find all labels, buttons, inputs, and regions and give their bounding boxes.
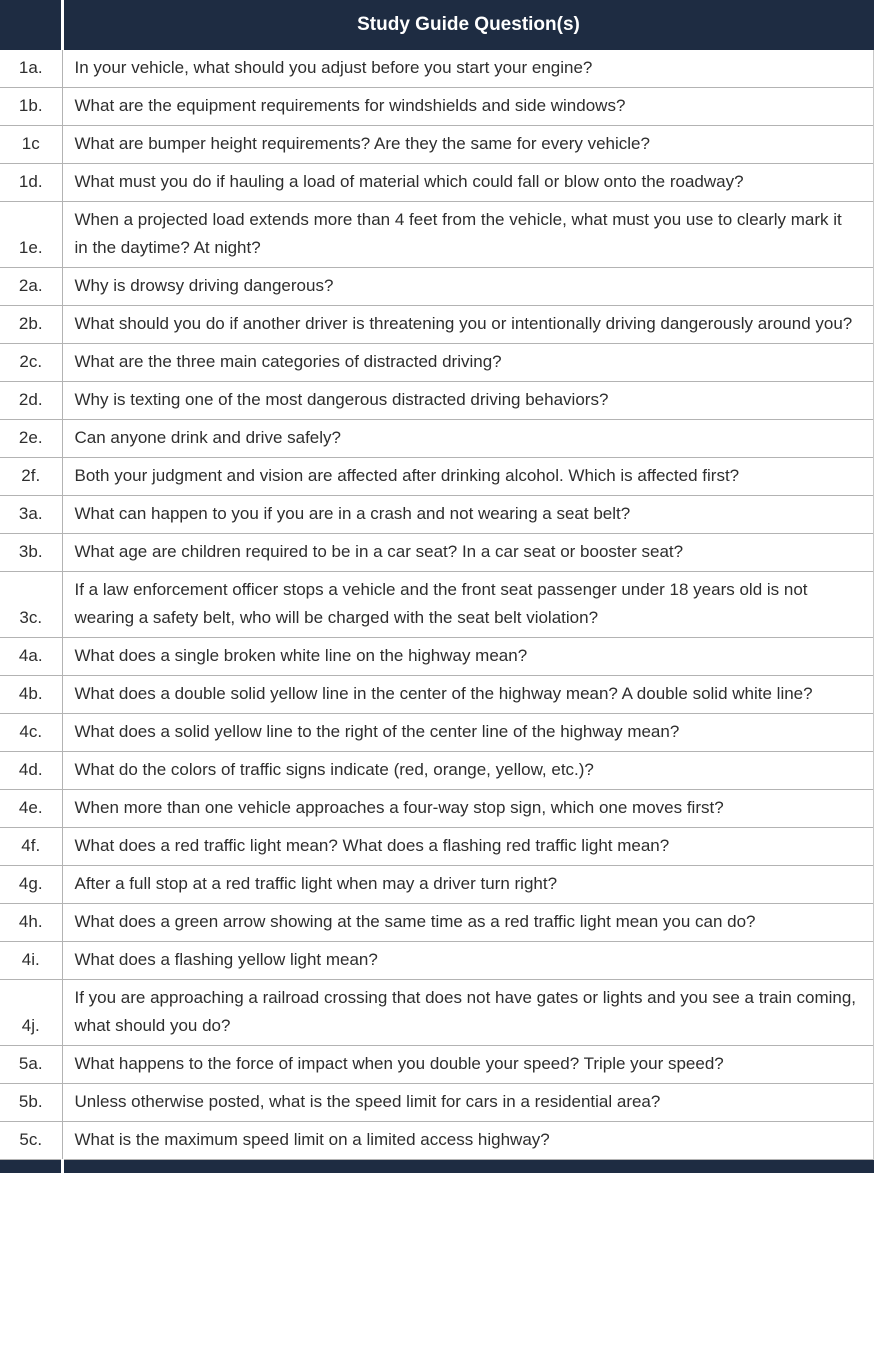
question-number: 4g. [0, 866, 62, 904]
question-number: 2b. [0, 306, 62, 344]
question-text: Can anyone drink and drive safely? [62, 420, 874, 458]
question-number: 3b. [0, 534, 62, 572]
table-row [0, 88, 874, 126]
question-number: 1a. [0, 50, 62, 88]
question-number: 1d. [0, 164, 62, 202]
table-row [0, 268, 874, 306]
question-number: 4h. [0, 904, 62, 942]
question-text: Both your judgment and vision are affected after drinking alcohol. Which is affected first? [62, 458, 874, 496]
question-text: In your vehicle, what should you adjust before you start your engine? [62, 50, 874, 88]
table-row [0, 496, 874, 534]
footer-bar [0, 1160, 874, 1174]
header-number-cell [0, 0, 62, 50]
question-text: What does a green arrow showing at the same time as a red traffic light mean you can do? [62, 904, 874, 942]
table-row [0, 1046, 874, 1084]
question-text: What are the equipment requirements for windshields and side windows? [62, 88, 874, 126]
table-row [0, 714, 874, 752]
table-row [0, 942, 874, 980]
question-number: 2e. [0, 420, 62, 458]
question-number: 2f. [0, 458, 62, 496]
table-row [0, 344, 874, 382]
question-text: When more than one vehicle approaches a four-way stop sign, which one moves first? [62, 790, 874, 828]
question-text: What happens to the force of impact when you double your speed? Triple your speed? [62, 1046, 874, 1084]
question-number: 2d. [0, 382, 62, 420]
table-row [0, 980, 874, 1046]
table-row [0, 1084, 874, 1122]
question-number: 4d. [0, 752, 62, 790]
question-text: If a law enforcement officer stops a vehicle and the front seat passenger under 18 years old is not wearing a safety belt, who will be charged with the seat belt violation? [62, 572, 874, 638]
table-row [0, 306, 874, 344]
header-title: Study Guide Question(s) [62, 0, 874, 50]
question-text: Unless otherwise posted, what is the speed limit for cars in a residential area? [62, 1084, 874, 1122]
table-body [0, 50, 874, 1160]
question-number: 3c. [0, 572, 62, 638]
table-row [0, 420, 874, 458]
question-number: 1b. [0, 88, 62, 126]
question-number: 1c [0, 126, 62, 164]
table-row [0, 164, 874, 202]
question-number: 4i. [0, 942, 62, 980]
question-text: What can happen to you if you are in a crash and not wearing a seat belt? [62, 496, 874, 534]
question-number: 4c. [0, 714, 62, 752]
question-number: 5b. [0, 1084, 62, 1122]
question-number: 1e. [0, 202, 62, 268]
question-text: When a projected load extends more than 4 feet from the vehicle, what must you use to clearly mark it in the daytime? At night? [62, 202, 874, 268]
question-number: 3a. [0, 496, 62, 534]
question-text: What should you do if another driver is threatening you or intentionally driving dangerously around you? [62, 306, 874, 344]
table-row [0, 638, 874, 676]
table-row [0, 202, 874, 268]
question-number: 5a. [0, 1046, 62, 1084]
question-text: What does a red traffic light mean? What does a flashing red traffic light mean? [62, 828, 874, 866]
question-number: 4j. [0, 980, 62, 1046]
table-row [0, 126, 874, 164]
table-row [0, 382, 874, 420]
table-row [0, 752, 874, 790]
question-text: If you are approaching a railroad crossing that does not have gates or lights and you see a train coming, what should you do? [62, 980, 874, 1046]
table-row [0, 50, 874, 88]
table-footer [0, 1160, 874, 1174]
table-row [0, 866, 874, 904]
table-row [0, 572, 874, 638]
table-row [0, 1122, 874, 1160]
table-row [0, 828, 874, 866]
question-text: Why is texting one of the most dangerous distracted driving behaviors? [62, 382, 874, 420]
question-text: What are bumper height requirements? Are they the same for every vehicle? [62, 126, 874, 164]
table-row [0, 534, 874, 572]
question-number: 5c. [0, 1122, 62, 1160]
question-text: What does a single broken white line on the highway mean? [62, 638, 874, 676]
question-number: 2c. [0, 344, 62, 382]
question-number: 2a. [0, 268, 62, 306]
question-text: What does a solid yellow line to the right of the center line of the highway mean? [62, 714, 874, 752]
table-header [0, 0, 874, 50]
footer-question-cell [62, 1160, 874, 1174]
question-number: 4f. [0, 828, 62, 866]
question-number: 4a. [0, 638, 62, 676]
question-text: What does a flashing yellow light mean? [62, 942, 874, 980]
question-number: 4b. [0, 676, 62, 714]
question-text: What are the three main categories of distracted driving? [62, 344, 874, 382]
question-text: What is the maximum speed limit on a limited access highway? [62, 1122, 874, 1160]
question-text: What does a double solid yellow line in the center of the highway mean? A double solid white line? [62, 676, 874, 714]
question-text: What age are children required to be in a car seat? In a car seat or booster seat? [62, 534, 874, 572]
question-text: After a full stop at a red traffic light when may a driver turn right? [62, 866, 874, 904]
question-text: What do the colors of traffic signs indicate (red, orange, yellow, etc.)? [62, 752, 874, 790]
table-row [0, 790, 874, 828]
question-text: Why is drowsy driving dangerous? [62, 268, 874, 306]
table-row [0, 458, 874, 496]
footer-number-cell [0, 1160, 62, 1174]
question-text: What must you do if hauling a load of material which could fall or blow onto the roadway? [62, 164, 874, 202]
header-row [0, 0, 874, 50]
table-row [0, 904, 874, 942]
table-row [0, 676, 874, 714]
question-number: 4e. [0, 790, 62, 828]
